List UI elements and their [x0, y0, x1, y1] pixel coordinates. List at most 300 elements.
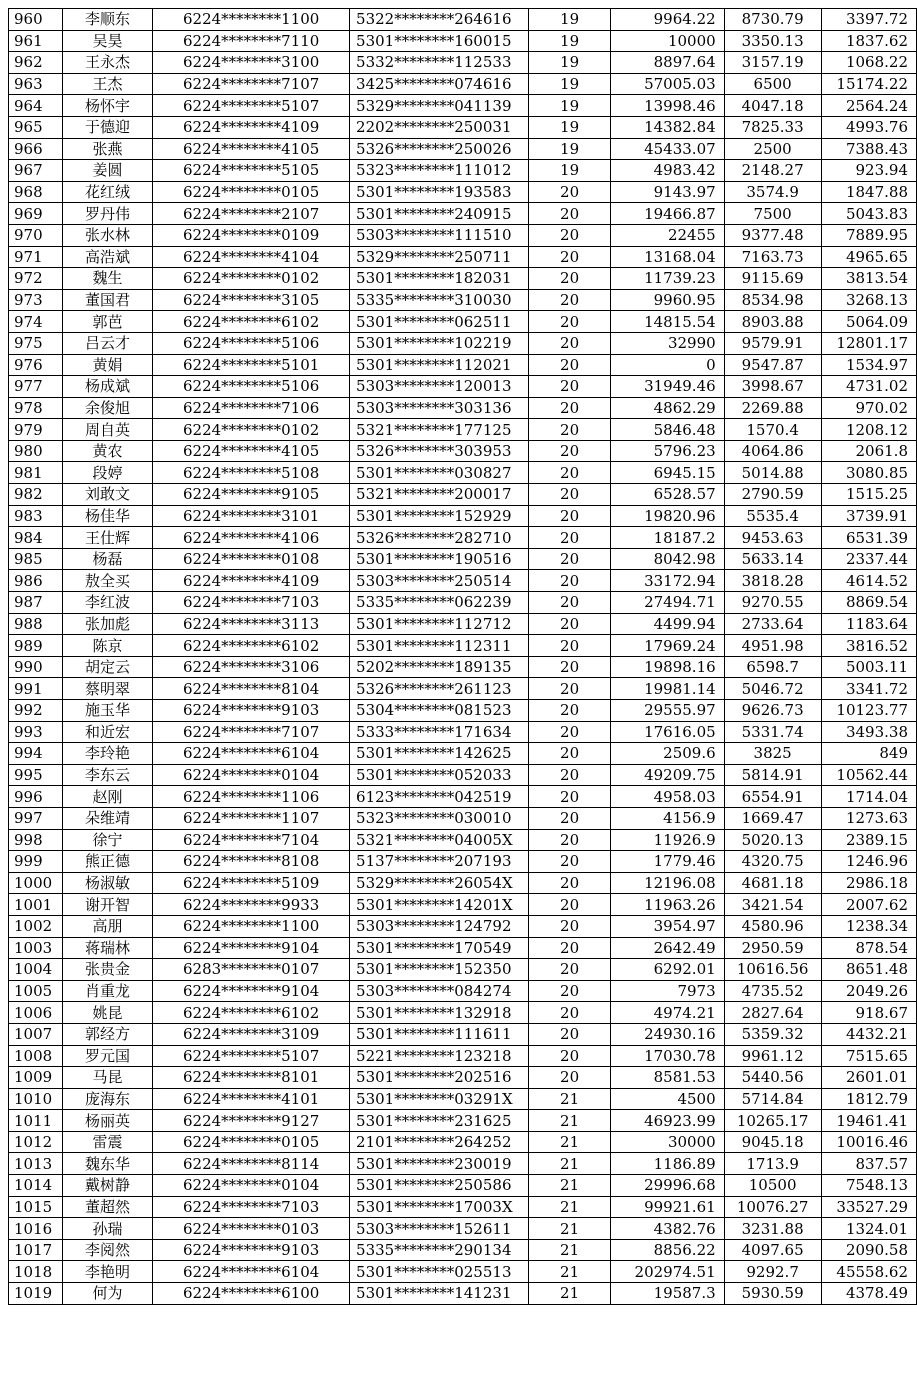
table-row [9, 894, 917, 916]
amount2-cell: 5440.56 [724, 1067, 821, 1089]
amount-cell: 4974.21 [610, 1002, 724, 1024]
bank-card-cell: 6224********0104 [153, 764, 350, 786]
amount3-cell: 1714.04 [821, 786, 916, 808]
group-cell: 19 [529, 52, 611, 74]
amount2-cell: 5930.59 [724, 1283, 821, 1305]
bank-card-cell: 6224********7107 [153, 73, 350, 95]
name-cell: 马昆 [62, 1067, 153, 1089]
amount-cell: 4156.9 [610, 807, 724, 829]
name-cell: 李阅然 [62, 1239, 153, 1261]
amount2-cell: 1669.47 [724, 807, 821, 829]
name-cell: 徐宁 [62, 829, 153, 851]
amount2-cell: 5633.14 [724, 548, 821, 570]
row-index: 981 [9, 462, 63, 484]
row-index: 965 [9, 116, 63, 138]
amount-cell: 8897.64 [610, 52, 724, 74]
id-number-cell: 5301********112311 [350, 635, 529, 657]
amount-cell: 7973 [610, 980, 724, 1002]
id-number-cell: 5301********142625 [350, 743, 529, 765]
name-cell: 李艳明 [62, 1261, 153, 1283]
amount2-cell: 9579.91 [724, 332, 821, 354]
table-row [9, 1131, 917, 1153]
bank-card-cell: 6224********4106 [153, 527, 350, 549]
id-number-cell: 5301********141231 [350, 1283, 529, 1305]
group-cell: 20 [529, 1023, 611, 1045]
table-row [9, 1153, 917, 1175]
id-number-cell: 5304********081523 [350, 700, 529, 722]
table-row [9, 570, 917, 592]
bank-card-cell: 6224********7103 [153, 592, 350, 614]
name-cell: 魏生 [62, 268, 153, 290]
amount2-cell: 4047.18 [724, 95, 821, 117]
bank-card-cell: 6224********0105 [153, 181, 350, 203]
amount3-cell: 2049.26 [821, 980, 916, 1002]
amount2-cell: 2500 [724, 138, 821, 160]
amount-cell: 49209.75 [610, 764, 724, 786]
name-cell: 魏东华 [62, 1153, 153, 1175]
row-index: 966 [9, 138, 63, 160]
name-cell: 杨佳华 [62, 505, 153, 527]
amount3-cell: 2007.62 [821, 894, 916, 916]
group-cell: 19 [529, 138, 611, 160]
amount3-cell: 3080.85 [821, 462, 916, 484]
row-index: 975 [9, 332, 63, 354]
group-cell: 20 [529, 915, 611, 937]
row-index: 1004 [9, 959, 63, 981]
amount3-cell: 2337.44 [821, 548, 916, 570]
table-row [9, 980, 917, 1002]
bank-card-cell: 6224********9933 [153, 894, 350, 916]
id-number-cell: 5303********303136 [350, 397, 529, 419]
row-index: 990 [9, 656, 63, 678]
name-cell: 孙瑞 [62, 1218, 153, 1240]
table-row [9, 160, 917, 182]
amount3-cell: 1068.22 [821, 52, 916, 74]
group-cell: 19 [529, 30, 611, 52]
row-index: 978 [9, 397, 63, 419]
table-row [9, 311, 917, 333]
group-cell: 19 [529, 9, 611, 31]
bank-card-cell: 6224********6102 [153, 635, 350, 657]
amount-cell: 14382.84 [610, 116, 724, 138]
row-index: 1007 [9, 1023, 63, 1045]
id-number-cell: 5137********207193 [350, 851, 529, 873]
group-cell: 20 [529, 440, 611, 462]
id-number-cell: 5303********120013 [350, 376, 529, 398]
id-number-cell: 5303********250514 [350, 570, 529, 592]
name-cell: 高朋 [62, 915, 153, 937]
id-number-cell: 5303********152611 [350, 1218, 529, 1240]
amount-cell: 30000 [610, 1131, 724, 1153]
row-index: 971 [9, 246, 63, 268]
bank-card-cell: 6224********9127 [153, 1110, 350, 1132]
amount2-cell: 9292.7 [724, 1261, 821, 1283]
group-cell: 21 [529, 1153, 611, 1175]
name-cell: 黄农 [62, 440, 153, 462]
amount-cell: 17616.05 [610, 721, 724, 743]
amount-cell: 19981.14 [610, 678, 724, 700]
amount3-cell: 1246.96 [821, 851, 916, 873]
table-row [9, 700, 917, 722]
group-cell: 20 [529, 1067, 611, 1089]
amount2-cell: 7500 [724, 203, 821, 225]
id-number-cell: 5301********111611 [350, 1023, 529, 1045]
id-number-cell: 5301********160015 [350, 30, 529, 52]
table-row [9, 1088, 917, 1110]
name-cell: 于德迎 [62, 116, 153, 138]
name-cell: 李东云 [62, 764, 153, 786]
table-row [9, 592, 917, 614]
amount2-cell: 10265.17 [724, 1110, 821, 1132]
id-number-cell: 6123********042519 [350, 786, 529, 808]
bank-card-cell: 6224********9104 [153, 937, 350, 959]
bank-card-cell: 6224********6102 [153, 1002, 350, 1024]
row-index: 1016 [9, 1218, 63, 1240]
row-index: 995 [9, 764, 63, 786]
amount3-cell: 918.67 [821, 1002, 916, 1024]
amount3-cell: 2389.15 [821, 829, 916, 851]
row-index: 1013 [9, 1153, 63, 1175]
amount2-cell: 2148.27 [724, 160, 821, 182]
table-row [9, 181, 917, 203]
bank-card-cell: 6283********0107 [153, 959, 350, 981]
table-row [9, 915, 917, 937]
amount2-cell: 9270.55 [724, 592, 821, 614]
amount3-cell: 1812.79 [821, 1088, 916, 1110]
bank-card-cell: 6224********8114 [153, 1153, 350, 1175]
id-number-cell: 5301********102219 [350, 332, 529, 354]
table-row [9, 548, 917, 570]
amount-cell: 4500 [610, 1088, 724, 1110]
amount2-cell: 7825.33 [724, 116, 821, 138]
table-row [9, 462, 917, 484]
group-cell: 20 [529, 937, 611, 959]
name-cell: 李红波 [62, 592, 153, 614]
row-index: 972 [9, 268, 63, 290]
bank-card-cell: 6224********1106 [153, 786, 350, 808]
group-cell: 20 [529, 807, 611, 829]
table-row [9, 440, 917, 462]
bank-card-cell: 6224********9103 [153, 700, 350, 722]
amount3-cell: 1324.01 [821, 1218, 916, 1240]
amount3-cell: 5043.83 [821, 203, 916, 225]
amount-cell: 2642.49 [610, 937, 724, 959]
amount-cell: 6945.15 [610, 462, 724, 484]
row-index: 1006 [9, 1002, 63, 1024]
amount3-cell: 5003.11 [821, 656, 916, 678]
name-cell: 戴树静 [62, 1175, 153, 1197]
amount-cell: 14815.54 [610, 311, 724, 333]
name-cell: 杨磊 [62, 548, 153, 570]
bank-card-cell: 6224********5106 [153, 332, 350, 354]
group-cell: 20 [529, 678, 611, 700]
bank-card-cell: 6224********8101 [153, 1067, 350, 1089]
amount3-cell: 878.54 [821, 937, 916, 959]
amount3-cell: 1515.25 [821, 484, 916, 506]
table-row [9, 289, 917, 311]
amount3-cell: 12801.17 [821, 332, 916, 354]
amount2-cell: 4735.52 [724, 980, 821, 1002]
amount3-cell: 4614.52 [821, 570, 916, 592]
name-cell: 张水林 [62, 224, 153, 246]
amount3-cell: 2061.8 [821, 440, 916, 462]
bank-card-cell: 6224********8104 [153, 678, 350, 700]
amount-cell: 17969.24 [610, 635, 724, 657]
row-index: 994 [9, 743, 63, 765]
amount3-cell: 4993.76 [821, 116, 916, 138]
amount2-cell: 6500 [724, 73, 821, 95]
bank-card-cell: 6224********0104 [153, 1175, 350, 1197]
bank-card-cell: 6224********7103 [153, 1196, 350, 1218]
bank-card-cell: 6224********4109 [153, 116, 350, 138]
amount2-cell: 4097.65 [724, 1239, 821, 1261]
group-cell: 19 [529, 116, 611, 138]
name-cell: 董国君 [62, 289, 153, 311]
row-index: 961 [9, 30, 63, 52]
name-cell: 李顺东 [62, 9, 153, 31]
amount-cell: 27494.71 [610, 592, 724, 614]
group-cell: 21 [529, 1131, 611, 1153]
amount2-cell: 9377.48 [724, 224, 821, 246]
id-number-cell: 5301********14201X [350, 894, 529, 916]
amount3-cell: 1183.64 [821, 613, 916, 635]
name-cell: 刘敢文 [62, 484, 153, 506]
amount-cell: 11739.23 [610, 268, 724, 290]
amount-cell: 13168.04 [610, 246, 724, 268]
id-number-cell: 5326********250026 [350, 138, 529, 160]
group-cell: 19 [529, 95, 611, 117]
amount-cell: 13998.46 [610, 95, 724, 117]
id-number-cell: 5303********111510 [350, 224, 529, 246]
amount3-cell: 1837.62 [821, 30, 916, 52]
row-index: 998 [9, 829, 63, 851]
name-cell: 施玉华 [62, 700, 153, 722]
bank-card-cell: 6224********3109 [153, 1023, 350, 1045]
amount-cell: 1186.89 [610, 1153, 724, 1175]
amount-cell: 46923.99 [610, 1110, 724, 1132]
row-index: 1012 [9, 1131, 63, 1153]
row-index: 1017 [9, 1239, 63, 1261]
amount3-cell: 1847.88 [821, 181, 916, 203]
name-cell: 雷震 [62, 1131, 153, 1153]
amount-cell: 8042.98 [610, 548, 724, 570]
table-row [9, 246, 917, 268]
amount2-cell: 5020.13 [724, 829, 821, 851]
amount-cell: 5846.48 [610, 419, 724, 441]
group-cell: 20 [529, 505, 611, 527]
id-number-cell: 5221********123218 [350, 1045, 529, 1067]
amount3-cell: 1208.12 [821, 419, 916, 441]
group-cell: 20 [529, 743, 611, 765]
table-row [9, 613, 917, 635]
row-index: 963 [9, 73, 63, 95]
row-index: 977 [9, 376, 63, 398]
amount3-cell: 6531.39 [821, 527, 916, 549]
group-cell: 20 [529, 700, 611, 722]
id-number-cell: 5326********303953 [350, 440, 529, 462]
amount2-cell: 4580.96 [724, 915, 821, 937]
amount2-cell: 5814.91 [724, 764, 821, 786]
name-cell: 赵刚 [62, 786, 153, 808]
bank-card-cell: 6224********0105 [153, 1131, 350, 1153]
id-number-cell: 5301********182031 [350, 268, 529, 290]
group-cell: 20 [529, 224, 611, 246]
table-row [9, 851, 917, 873]
table-body [9, 9, 917, 1305]
name-cell: 陈京 [62, 635, 153, 657]
amount2-cell: 6598.7 [724, 656, 821, 678]
name-cell: 庞海东 [62, 1088, 153, 1110]
group-cell: 20 [529, 829, 611, 851]
amount2-cell: 4064.86 [724, 440, 821, 462]
row-index: 989 [9, 635, 63, 657]
bank-card-cell: 6224********0103 [153, 1218, 350, 1240]
row-index: 986 [9, 570, 63, 592]
group-cell: 20 [529, 635, 611, 657]
amount-cell: 9143.97 [610, 181, 724, 203]
table-row [9, 959, 917, 981]
group-cell: 21 [529, 1175, 611, 1197]
table-row [9, 1002, 917, 1024]
name-cell: 姚昆 [62, 1002, 153, 1024]
id-number-cell: 2101********264252 [350, 1131, 529, 1153]
bank-card-cell: 6224********5109 [153, 872, 350, 894]
id-number-cell: 5301********030827 [350, 462, 529, 484]
name-cell: 董超然 [62, 1196, 153, 1218]
amount3-cell: 7515.65 [821, 1045, 916, 1067]
id-number-cell: 5301********240915 [350, 203, 529, 225]
amount3-cell: 4378.49 [821, 1283, 916, 1305]
amount-cell: 8856.22 [610, 1239, 724, 1261]
id-number-cell: 5301********062511 [350, 311, 529, 333]
group-cell: 20 [529, 656, 611, 678]
name-cell: 吴昊 [62, 30, 153, 52]
bank-card-cell: 6224********7104 [153, 829, 350, 851]
table-row [9, 1023, 917, 1045]
name-cell: 张燕 [62, 138, 153, 160]
amount2-cell: 6554.91 [724, 786, 821, 808]
amount3-cell: 2986.18 [821, 872, 916, 894]
group-cell: 20 [529, 872, 611, 894]
bank-card-cell: 6224********6100 [153, 1283, 350, 1305]
amount3-cell: 837.57 [821, 1153, 916, 1175]
name-cell: 蔡明翠 [62, 678, 153, 700]
amount2-cell: 1713.9 [724, 1153, 821, 1175]
amount-cell: 45433.07 [610, 138, 724, 160]
row-index: 982 [9, 484, 63, 506]
name-cell: 张加彪 [62, 613, 153, 635]
bank-card-cell: 6224********6104 [153, 743, 350, 765]
table-row [9, 1261, 917, 1283]
bank-card-cell: 6224********5107 [153, 95, 350, 117]
row-index: 973 [9, 289, 63, 311]
bank-card-cell: 6224********7110 [153, 30, 350, 52]
table-row [9, 1045, 917, 1067]
name-cell: 肖重龙 [62, 980, 153, 1002]
bank-card-cell: 6224********6104 [153, 1261, 350, 1283]
bank-card-cell: 6224********9104 [153, 980, 350, 1002]
group-cell: 20 [529, 484, 611, 506]
group-cell: 20 [529, 462, 611, 484]
amount2-cell: 10076.27 [724, 1196, 821, 1218]
amount2-cell: 5014.88 [724, 462, 821, 484]
amount-cell: 19466.87 [610, 203, 724, 225]
table-row [9, 116, 917, 138]
row-index: 970 [9, 224, 63, 246]
name-cell: 黄娟 [62, 354, 153, 376]
amount2-cell: 2790.59 [724, 484, 821, 506]
group-cell: 20 [529, 376, 611, 398]
table-row [9, 1218, 917, 1240]
table-row [9, 829, 917, 851]
group-cell: 19 [529, 160, 611, 182]
id-number-cell: 5329********041139 [350, 95, 529, 117]
table-row [9, 332, 917, 354]
amount2-cell: 3825 [724, 743, 821, 765]
amount-cell: 4382.76 [610, 1218, 724, 1240]
amount-cell: 4983.42 [610, 160, 724, 182]
id-number-cell: 5301********202516 [350, 1067, 529, 1089]
bank-card-cell: 6224********3100 [153, 52, 350, 74]
table-row [9, 505, 917, 527]
table-row [9, 52, 917, 74]
bank-card-cell: 6224********0102 [153, 419, 350, 441]
amount3-cell: 3397.72 [821, 9, 916, 31]
amount3-cell: 970.02 [821, 397, 916, 419]
id-number-cell: 5301********132918 [350, 1002, 529, 1024]
bank-card-cell: 6224********9103 [153, 1239, 350, 1261]
amount-cell: 17030.78 [610, 1045, 724, 1067]
id-number-cell: 5326********261123 [350, 678, 529, 700]
group-cell: 20 [529, 311, 611, 333]
amount-cell: 9964.22 [610, 9, 724, 31]
table-row [9, 678, 917, 700]
bank-card-cell: 6224********0102 [153, 268, 350, 290]
amount2-cell: 5535.4 [724, 505, 821, 527]
name-cell: 罗元国 [62, 1045, 153, 1067]
amount2-cell: 1570.4 [724, 419, 821, 441]
table-row [9, 786, 917, 808]
row-index: 1009 [9, 1067, 63, 1089]
table-row [9, 138, 917, 160]
bank-card-cell: 6224********5107 [153, 1045, 350, 1067]
table-row [9, 30, 917, 52]
amount2-cell: 8534.98 [724, 289, 821, 311]
name-cell: 段婷 [62, 462, 153, 484]
row-index: 964 [9, 95, 63, 117]
amount3-cell: 2090.58 [821, 1239, 916, 1261]
group-cell: 20 [529, 592, 611, 614]
row-index: 991 [9, 678, 63, 700]
bank-card-cell: 6224********7106 [153, 397, 350, 419]
bank-card-cell: 6224********7107 [153, 721, 350, 743]
id-number-cell: 5301********03291X [350, 1088, 529, 1110]
amount2-cell: 3818.28 [724, 570, 821, 592]
group-cell: 20 [529, 570, 611, 592]
id-number-cell: 5323********030010 [350, 807, 529, 829]
group-cell: 19 [529, 73, 611, 95]
bank-card-cell: 6224********4105 [153, 138, 350, 160]
amount2-cell: 5714.84 [724, 1088, 821, 1110]
table-row [9, 376, 917, 398]
bank-card-cell: 6224********3113 [153, 613, 350, 635]
amount3-cell: 1534.97 [821, 354, 916, 376]
amount2-cell: 7163.73 [724, 246, 821, 268]
group-cell: 21 [529, 1088, 611, 1110]
bank-card-cell: 6224********4104 [153, 246, 350, 268]
amount3-cell: 3816.52 [821, 635, 916, 657]
amount-cell: 10000 [610, 30, 724, 52]
